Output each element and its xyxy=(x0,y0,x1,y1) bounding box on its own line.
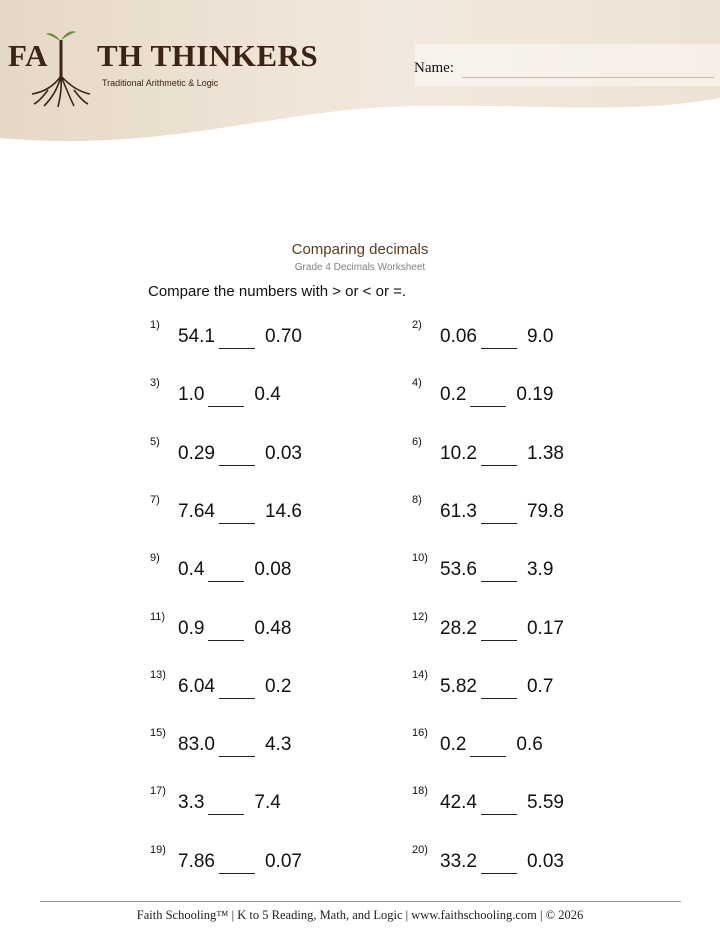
problem-number: 14) xyxy=(412,668,428,681)
answer-blank[interactable] xyxy=(219,465,255,466)
problem-item xyxy=(150,669,370,699)
problem-second-number: 0.6 xyxy=(516,734,543,756)
footer-text: Faith Schooling™ | K to 5 Reading, Math, and Logic | www.faithschooling.com | © 2026 xyxy=(136,908,584,922)
problem-number: 13) xyxy=(150,668,166,681)
answer-blank[interactable] xyxy=(219,348,255,349)
problem-item xyxy=(412,844,632,874)
problem-second-number: 0.03 xyxy=(264,442,302,464)
answer-blank[interactable] xyxy=(219,756,255,757)
problem-first-number: 0.9 xyxy=(178,617,205,639)
problem-number: 20) xyxy=(412,843,428,856)
problem-first-number: 0.29 xyxy=(178,442,215,464)
problem-second-number: 14.6 xyxy=(264,500,302,522)
answer-blank[interactable] xyxy=(208,814,244,815)
problem-second-number: 9.0 xyxy=(526,326,554,347)
problem-first-number: 7.86 xyxy=(178,850,215,872)
problem-second-number: 0.07 xyxy=(264,850,302,872)
problem-first-number: 33.2 xyxy=(440,850,477,872)
problem-first-number: 6.04 xyxy=(178,675,215,697)
problem-first-number: 61.3 xyxy=(440,500,477,522)
problem-first-number: 3.3 xyxy=(178,792,205,814)
answer-blank[interactable] xyxy=(219,523,255,524)
answer-blank[interactable] xyxy=(481,873,517,874)
name-input-line[interactable] xyxy=(462,77,714,78)
answer-blank[interactable] xyxy=(219,698,255,699)
problem-number: 2) xyxy=(412,319,422,331)
problem-first-number: 54.1 xyxy=(178,326,215,347)
worksheet-title: Comparing decimals xyxy=(291,241,429,258)
problem-item xyxy=(150,319,370,349)
problem-item xyxy=(150,611,370,641)
answer-blank[interactable] xyxy=(481,465,517,466)
answer-blank[interactable] xyxy=(470,756,506,757)
problem-second-number: 0.70 xyxy=(264,326,302,347)
problem-second-number: 0.17 xyxy=(526,617,564,639)
problem-item xyxy=(412,494,632,524)
problem-item xyxy=(412,436,632,466)
problem-first-number: 42.4 xyxy=(440,792,477,814)
problem-number: 1) xyxy=(150,319,160,331)
problem-item xyxy=(412,669,632,699)
faith-thinkers-logo xyxy=(6,28,319,108)
problem-item xyxy=(412,319,632,349)
answer-blank[interactable] xyxy=(481,640,517,641)
problem-number: 12) xyxy=(412,610,428,623)
answer-blank[interactable] xyxy=(208,406,244,407)
problem-item xyxy=(150,494,370,524)
problem-second-number: 0.48 xyxy=(254,617,292,639)
problem-second-number: 7.4 xyxy=(254,792,281,814)
problem-first-number: 0.2 xyxy=(440,734,467,756)
problem-item xyxy=(412,727,632,757)
answer-blank[interactable] xyxy=(470,406,506,407)
problem-number: 16) xyxy=(412,727,428,740)
name-field-box xyxy=(415,44,720,86)
problem-first-number: 0.4 xyxy=(178,559,205,581)
answer-blank[interactable] xyxy=(208,640,244,641)
answer-blank[interactable] xyxy=(481,348,517,349)
brand-name-left: FA xyxy=(8,38,49,73)
problem-second-number: 0.08 xyxy=(254,559,292,581)
problem-first-number: 0.06 xyxy=(440,326,477,347)
problem-number: 4) xyxy=(412,377,422,390)
problem-item xyxy=(150,552,370,582)
problem-number: 5) xyxy=(150,435,160,448)
problem-item xyxy=(412,552,632,582)
answer-blank[interactable] xyxy=(208,581,244,582)
worksheet-instructions: Compare the numbers with > or < or =. xyxy=(148,283,407,300)
problem-number: 8) xyxy=(412,493,422,506)
problem-item xyxy=(150,727,370,757)
problem-number: 10) xyxy=(412,552,428,565)
problem-number: 17) xyxy=(150,785,166,798)
problem-second-number: 3.9 xyxy=(526,559,554,581)
answer-blank[interactable] xyxy=(481,698,517,699)
problem-number: 18) xyxy=(412,785,428,798)
problem-first-number: 7.64 xyxy=(178,500,215,522)
problem-first-number: 83.0 xyxy=(178,734,215,756)
problem-first-number: 1.0 xyxy=(178,384,205,406)
answer-blank[interactable] xyxy=(219,873,255,874)
problem-number: 15) xyxy=(150,727,166,740)
problem-number: 9) xyxy=(150,552,160,565)
problem-number: 3) xyxy=(150,377,160,390)
problem-second-number: 0.19 xyxy=(516,384,554,406)
worksheet-subtitle: Grade 4 Decimals Worksheet xyxy=(294,262,426,273)
problem-second-number: 4.3 xyxy=(264,734,292,756)
problem-second-number: 0.2 xyxy=(264,675,292,697)
problem-first-number: 10.2 xyxy=(440,442,477,464)
problem-number: 6) xyxy=(412,435,422,448)
problem-first-number: 53.6 xyxy=(440,559,477,581)
problem-item xyxy=(150,377,370,407)
problem-second-number: 0.4 xyxy=(254,384,281,406)
problem-number: 7) xyxy=(150,493,160,506)
problem-item xyxy=(412,785,632,815)
answer-blank[interactable] xyxy=(481,523,517,524)
problem-number: 11) xyxy=(150,610,166,623)
problem-item xyxy=(412,611,632,641)
problem-second-number: 0.03 xyxy=(526,850,564,872)
problem-item xyxy=(412,377,632,407)
name-label: Name: xyxy=(414,60,454,76)
brand-name-right: TH THINKERS xyxy=(97,38,319,73)
answer-blank[interactable] xyxy=(481,814,517,815)
problem-first-number: 28.2 xyxy=(440,617,477,639)
problem-first-number: 0.2 xyxy=(440,384,467,406)
problem-second-number: 79.8 xyxy=(526,500,564,522)
problem-number: 19) xyxy=(150,843,166,856)
footer-divider xyxy=(40,901,681,902)
answer-blank[interactable] xyxy=(481,581,517,582)
brand-tagline: Traditional Arithmetic & Logic xyxy=(102,78,219,88)
problem-item xyxy=(150,785,370,815)
problem-item xyxy=(150,844,370,874)
problem-second-number: 0.7 xyxy=(526,675,554,697)
problem-item xyxy=(150,436,370,466)
problem-first-number: 5.82 xyxy=(440,675,477,697)
problem-second-number: 1.38 xyxy=(526,442,564,464)
problem-second-number: 5.59 xyxy=(526,792,564,814)
